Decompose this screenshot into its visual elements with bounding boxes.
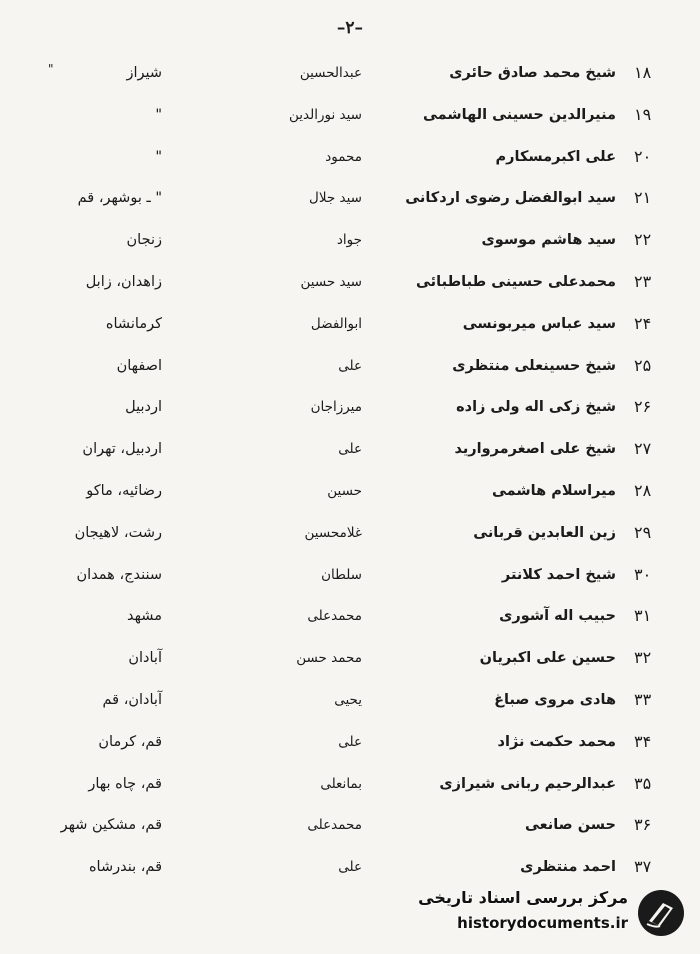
row-number: ۱۸ <box>634 63 652 82</box>
city-name: آبادان، قم <box>102 691 162 708</box>
row-number: ۲۷ <box>634 439 652 459</box>
father-name: محمد حسن <box>296 650 362 667</box>
city-name: قم، مشکین شهر <box>60 817 162 834</box>
person-name: محمدعلی حسینی طباطبائی <box>416 273 616 290</box>
row-number: ۲۵ <box>634 355 652 375</box>
row-number: ۱۹ <box>634 104 652 124</box>
list-item <box>0 267 700 309</box>
person-name: شیخ احمد کلانتر <box>501 566 616 583</box>
father-name: محمود <box>325 148 362 165</box>
father-name: غلامحسین <box>304 524 362 541</box>
list-item <box>0 601 700 643</box>
person-name: محمد حکمت نژاد <box>497 733 616 750</box>
city-name: رشت، لاهیجان <box>74 524 162 541</box>
father-name: سید حسین <box>300 273 362 290</box>
list-item <box>0 225 700 267</box>
city-name: کرمانشاه <box>105 315 162 332</box>
list-item <box>0 142 700 184</box>
list-item <box>0 100 700 142</box>
city-name: اردبیل، تهران <box>82 441 162 458</box>
row-number: ۲۳ <box>634 271 652 291</box>
list-item <box>0 476 700 518</box>
person-name: میراسلام هاشمی <box>492 482 616 499</box>
row-number: ۳۶ <box>634 815 652 835</box>
city-name: قم، بندرشاه <box>88 859 162 876</box>
archive-logo-icon <box>636 888 686 938</box>
page-number: –۲– <box>336 18 364 38</box>
person-name: شیخ محمد صادق حائری <box>449 65 616 81</box>
person-name: شیخ زکی اله ولی زاده <box>456 399 616 416</box>
father-name: جواد <box>336 232 362 249</box>
father-name: علی <box>338 441 362 458</box>
person-name: حبیب اله آشوری <box>499 608 616 625</box>
person-name: حسن صانعی <box>524 817 616 834</box>
father-name: ابوالفضل <box>310 315 362 332</box>
city-name: " <box>155 106 162 123</box>
list-item <box>0 769 700 811</box>
row-number: ۳۷ <box>634 857 652 877</box>
row-number: ۲۶ <box>634 397 652 417</box>
city-name: مشهد <box>127 608 162 625</box>
row-number: ۳۲ <box>634 648 652 668</box>
list-item <box>0 183 700 225</box>
list-item <box>0 58 700 100</box>
city-name: اصفهان <box>116 357 162 374</box>
city-name: رضائیه، ماکو <box>86 482 162 499</box>
list-item <box>0 309 700 351</box>
row-number: ۲۸ <box>634 480 652 500</box>
list-item <box>0 518 700 560</box>
row-number: ۲۴ <box>634 313 652 333</box>
city-name: " ـ بوشهر، قم <box>77 190 162 207</box>
person-name: احمد منتظری <box>520 859 616 876</box>
person-name: عبدالرحیم ربانی شیرازی <box>439 775 616 792</box>
stray-quote-mark: " <box>48 62 54 76</box>
city-name: شیراز <box>126 65 162 81</box>
list-item <box>0 727 700 769</box>
watermark <box>396 886 686 940</box>
list-item <box>0 351 700 393</box>
person-name: منیرالدین حسینی الهاشمی <box>422 106 616 123</box>
city-name: سنندج، همدان <box>76 566 162 583</box>
father-name: علی <box>338 733 362 750</box>
person-name: سید هاشم موسوی <box>481 232 616 249</box>
row-number: ۳۱ <box>634 606 652 626</box>
row-number: ۲۰ <box>634 146 652 166</box>
person-name: علی اکبرمسکارم <box>495 148 616 165</box>
person-name: شیخ علی اصغرمروارید <box>454 441 616 458</box>
list-item <box>0 685 700 727</box>
row-number: ۳۰ <box>634 564 652 584</box>
person-name: زین العابدین قربانی <box>473 524 616 541</box>
list-item <box>0 643 700 685</box>
watermark-title: مرکز بررسی اسناد تاریخی <box>418 888 628 907</box>
row-number: ۲۲ <box>634 230 652 250</box>
row-number: ۳۳ <box>634 689 652 709</box>
city-name: زاهدان، زابل <box>85 273 162 290</box>
row-number: ۳۴ <box>634 731 652 751</box>
father-name: میرزاجان <box>310 399 362 416</box>
person-name: حسین علی اکبریان <box>479 650 616 667</box>
father-name: سلطان <box>321 566 362 583</box>
person-name: سید ابوالفضل رضوی اردکانی <box>405 190 616 207</box>
city-name: " <box>155 148 162 165</box>
name-list <box>0 58 700 894</box>
city-name: قم، کرمان <box>98 733 162 750</box>
list-item <box>0 392 700 434</box>
city-name: قم، چاه بهار <box>88 775 162 792</box>
list-item <box>0 434 700 476</box>
father-name: حسین <box>327 482 362 499</box>
person-name: هادی مروی صباغ <box>494 691 616 708</box>
father-name: محمدعلی <box>307 817 362 834</box>
list-item <box>0 560 700 602</box>
father-name: یحیی <box>334 691 362 708</box>
father-name: محمدعلی <box>307 608 362 625</box>
row-number: ۲۱ <box>634 188 652 208</box>
watermark-url: historydocuments.ir <box>457 914 628 932</box>
father-name: عبدالحسین <box>299 65 362 81</box>
person-name: شیخ حسینعلی منتظری <box>452 357 616 374</box>
father-name: بمانعلی <box>320 775 362 792</box>
city-name: زنجان <box>126 232 162 249</box>
father-name: علی <box>338 357 362 374</box>
list-item <box>0 810 700 852</box>
city-name: اردبیل <box>125 399 162 416</box>
row-number: ۳۵ <box>634 773 652 793</box>
father-name: علی <box>338 859 362 876</box>
father-name: سید جلال <box>309 190 362 207</box>
city-name: آبادان <box>128 650 162 667</box>
row-number: ۲۹ <box>634 522 652 542</box>
person-name: سید عباس میربونسی <box>462 315 616 332</box>
father-name: سید نورالدین <box>289 106 362 123</box>
